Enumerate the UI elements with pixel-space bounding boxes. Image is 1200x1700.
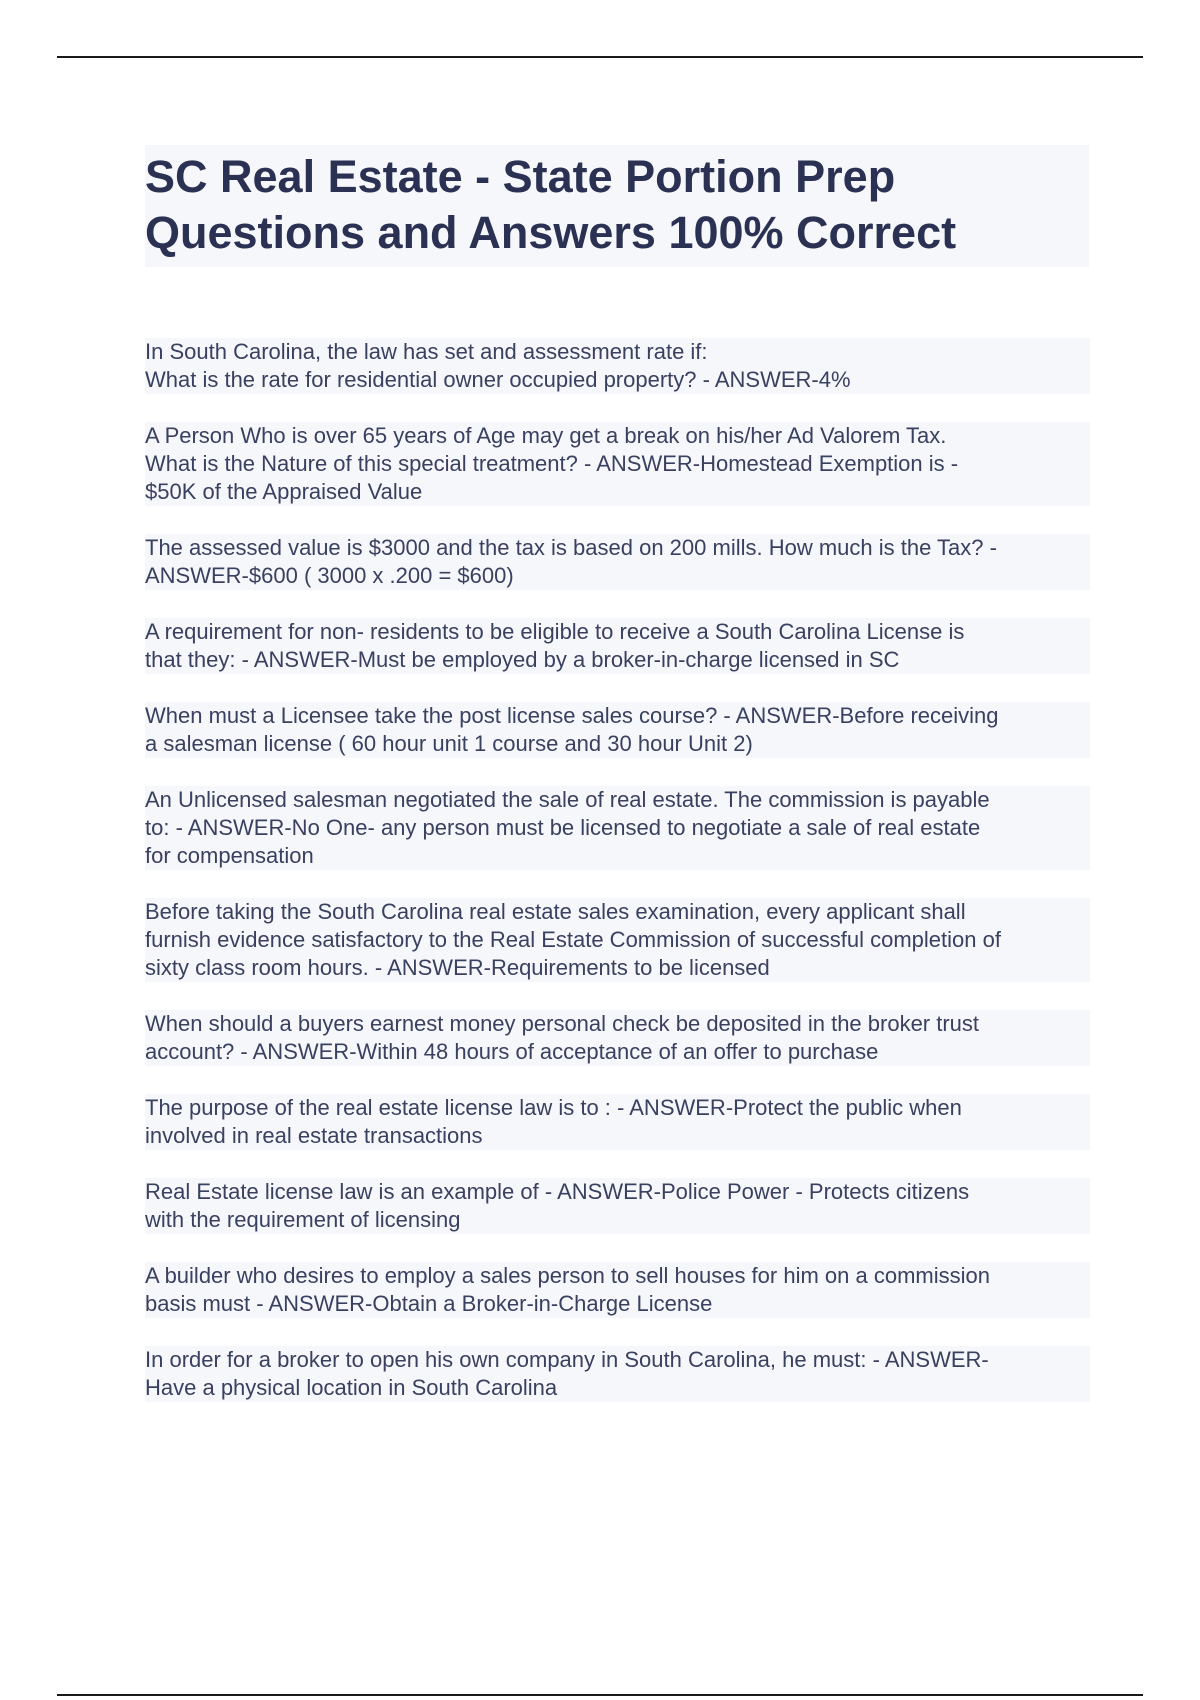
title-line-2: Questions and Answers 100% Correct (145, 207, 957, 258)
qa-text-line: In South Carolina, the law has set and assessment rate if: (145, 338, 1090, 366)
qa-text-line: In order for a broker to open his own company in South Carolina, he must: - ANSWER- (145, 1346, 1090, 1374)
qa-text-line: A Person Who is over 65 years of Age may get a break on his/her Ad Valorem Tax. (145, 422, 1090, 450)
qa-text-line: $50K of the Appraised Value (145, 478, 1090, 506)
qa-text-line: Before taking the South Carolina real estate sales examination, every applicant shall (145, 898, 1090, 926)
qa-item (145, 618, 1090, 674)
qa-text-line: furnish evidence satisfactory to the Real Estate Commission of successful completion of (145, 926, 1090, 954)
qa-item (145, 898, 1090, 982)
top-rule (57, 56, 1143, 58)
qa-text-line: involved in real estate transactions (145, 1122, 1090, 1150)
qa-text-line: When must a Licensee take the post license sales course? - ANSWER-Before receiving (145, 702, 1090, 730)
qa-text-line: A requirement for non- residents to be eligible to receive a South Carolina License is (145, 618, 1090, 646)
qa-text-line: basis must - ANSWER-Obtain a Broker-in-Charge License (145, 1290, 1090, 1318)
document-title-block (145, 145, 1089, 267)
title-line-1: SC Real Estate - State Portion Prep (145, 151, 896, 202)
qa-item (145, 534, 1090, 590)
qa-text-line: account? - ANSWER-Within 48 hours of acceptance of an offer to purchase (145, 1038, 1090, 1066)
qa-item (145, 1010, 1090, 1066)
document-title (145, 149, 1089, 261)
qa-text-line: When should a buyers earnest money personal check be deposited in the broker trust (145, 1010, 1090, 1038)
qa-item (145, 1094, 1090, 1150)
qa-text-line: ANSWER-$600 ( 3000 x .200 = $600) (145, 562, 1090, 590)
qa-text-line: A builder who desires to employ a sales person to sell houses for him on a commission (145, 1262, 1090, 1290)
qa-item (145, 1346, 1090, 1402)
qa-text-line: sixty class room hours. - ANSWER-Requirements to be licensed (145, 954, 1090, 982)
qa-text-line: for compensation (145, 842, 1090, 870)
qa-text-line: The assessed value is $3000 and the tax is based on 200 mills. How much is the Tax? - (145, 534, 1090, 562)
qa-item (145, 786, 1090, 870)
qa-list (145, 338, 1090, 1430)
qa-item (145, 1178, 1090, 1234)
qa-text-line: Real Estate license law is an example of - ANSWER-Police Power - Protects citizens (145, 1178, 1090, 1206)
qa-item (145, 422, 1090, 506)
qa-text-line: Have a physical location in South Carolina (145, 1374, 1090, 1402)
qa-text-line: that they: - ANSWER-Must be employed by a broker-in-charge licensed in SC (145, 646, 1090, 674)
qa-text-line: What is the rate for residential owner occupied property? - ANSWER-4% (145, 366, 1090, 394)
qa-item (145, 702, 1090, 758)
qa-item (145, 1262, 1090, 1318)
qa-text-line: The purpose of the real estate license law is to : - ANSWER-Protect the public when (145, 1094, 1090, 1122)
qa-text-line: a salesman license ( 60 hour unit 1 course and 30 hour Unit 2) (145, 730, 1090, 758)
qa-text-line: What is the Nature of this special treatment? - ANSWER-Homestead Exemption is - (145, 450, 1090, 478)
bottom-rule (57, 1694, 1143, 1696)
qa-text-line: to: - ANSWER-No One- any person must be licensed to negotiate a sale of real estate (145, 814, 1090, 842)
qa-text-line: An Unlicensed salesman negotiated the sale of real estate. The commission is payable (145, 786, 1090, 814)
qa-item (145, 338, 1090, 394)
qa-text-line: with the requirement of licensing (145, 1206, 1090, 1234)
